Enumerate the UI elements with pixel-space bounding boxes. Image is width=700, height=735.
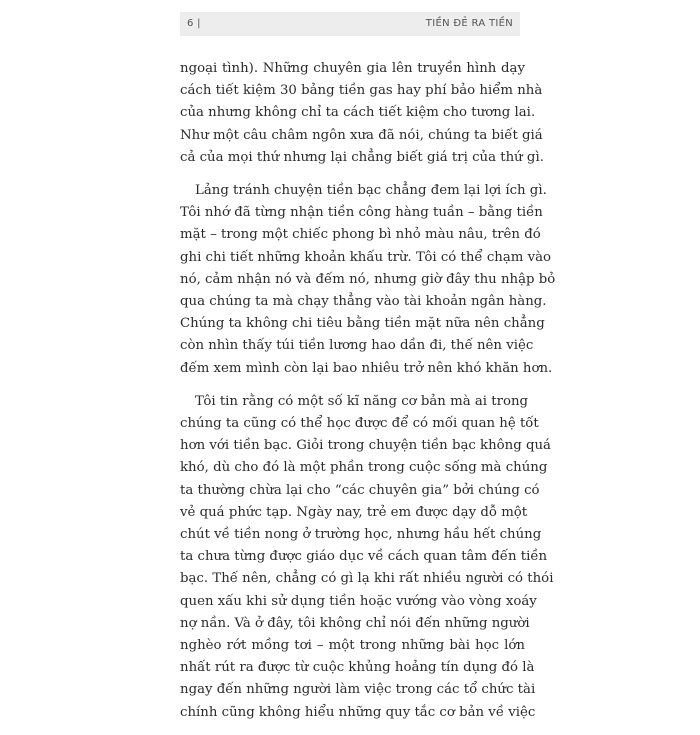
- paragraph-1: [180, 58, 544, 169]
- paragraph-2: [180, 180, 556, 380]
- running-header: [180, 12, 520, 36]
- text-line: khó, dù cho đó là một phần trong cuộc sống mà chúng: [180, 460, 548, 476]
- text-line: Tôi tin rằng có một số kĩ năng cơ bản mà ai trong: [195, 393, 529, 409]
- text-line: ngoại tình). Những chuyên gia lên truyền hình dạy: [180, 61, 525, 76]
- text-line: bạc. Thế nên, chẳng có gì lạ khi rất nhiều người có thói: [180, 571, 554, 587]
- text-line: Lảng tránh chuyện tiền bạc chẳng đem lại lợi ích gì.: [195, 183, 547, 199]
- text-line: của nhưng không chỉ ta cách tiết kiệm cho tương lai.: [180, 105, 536, 121]
- text-line: cách tiết kiệm 30 bảng tiền gas hay phí bảo hiểm nhà: [180, 83, 543, 99]
- text-line: chính cũng không hiểu những quy tắc cơ bản về việc: [180, 704, 536, 720]
- text-line: Chúng ta không chi tiêu bằng tiền mặt nữa nên chẳng: [180, 316, 545, 332]
- text-line: cả của mọi thứ nhưng lại chẳng biết giá trị của thứ gì.: [180, 149, 544, 165]
- text-line: nợ nần. Và ở đây, tôi không chỉ nói đến những người: [180, 615, 530, 631]
- text-line: ghi chi tiết những khoản khấu trừ. Tôi có thể chạm vào: [180, 249, 552, 265]
- text-line: vẻ quá phức tạp. Ngày nay, trẻ em được dạy dỗ một: [180, 504, 528, 520]
- text-line: nghèo rớt mồng tơi – một trong những bài học lớn: [180, 638, 525, 654]
- text-line: chúng ta cũng có thể học được để có mối quan hệ tốt: [180, 416, 539, 432]
- text-line: nó, cảm nhận nó và đếm nó, nhưng giờ đây thu nhập bỏ: [180, 271, 556, 287]
- text-line: còn nhìn thấy túi tiền lương hao dần đi, thế nên việc: [180, 338, 534, 354]
- page-number: 6 |: [187, 18, 201, 29]
- text-line: nhất rút ra được từ cuộc khủng hoảng tín dụng đó là: [180, 660, 535, 676]
- text-line: hơn với tiền bạc. Giỏi trong chuyện tiền bạc không quá: [180, 438, 551, 454]
- body-text: [180, 58, 556, 735]
- text-line: ta thường chừa lại cho “các chuyên gia” bởi chúng có: [180, 482, 540, 498]
- text-line: Như một câu châm ngôn xưa đã nói, chúng ta biết giá: [180, 127, 543, 143]
- text-line: ngay đến những người làm việc trong các tổ chức tài: [180, 682, 536, 698]
- text-line: quen xấu khi sử dụng tiền hoặc vướng vào vòng xoáy: [180, 593, 537, 609]
- text-line: đếm xem mình còn lại bao nhiêu trở nên khó khăn hơn.: [180, 360, 553, 376]
- text-line: mặt – trong một chiếc phong bì nhỏ màu nâu, trên đó: [180, 227, 541, 243]
- text-line: qua chúng ta mà chạy thẳng vào tài khoản ngân hàng.: [180, 294, 547, 310]
- paragraph-3: [180, 391, 554, 724]
- text-line: Tôi nhớ đã từng nhận tiền công hàng tuần – bằng tiền: [180, 205, 543, 221]
- book-title: TIỀN ĐẺ RA TIỀN: [425, 18, 513, 29]
- text-line: chút về tiền nong ở trường học, nhưng hầu hết chúng: [180, 527, 542, 543]
- text-line: ta chưa từng được giáo dục về cách quan tâm đến tiền: [180, 549, 548, 565]
